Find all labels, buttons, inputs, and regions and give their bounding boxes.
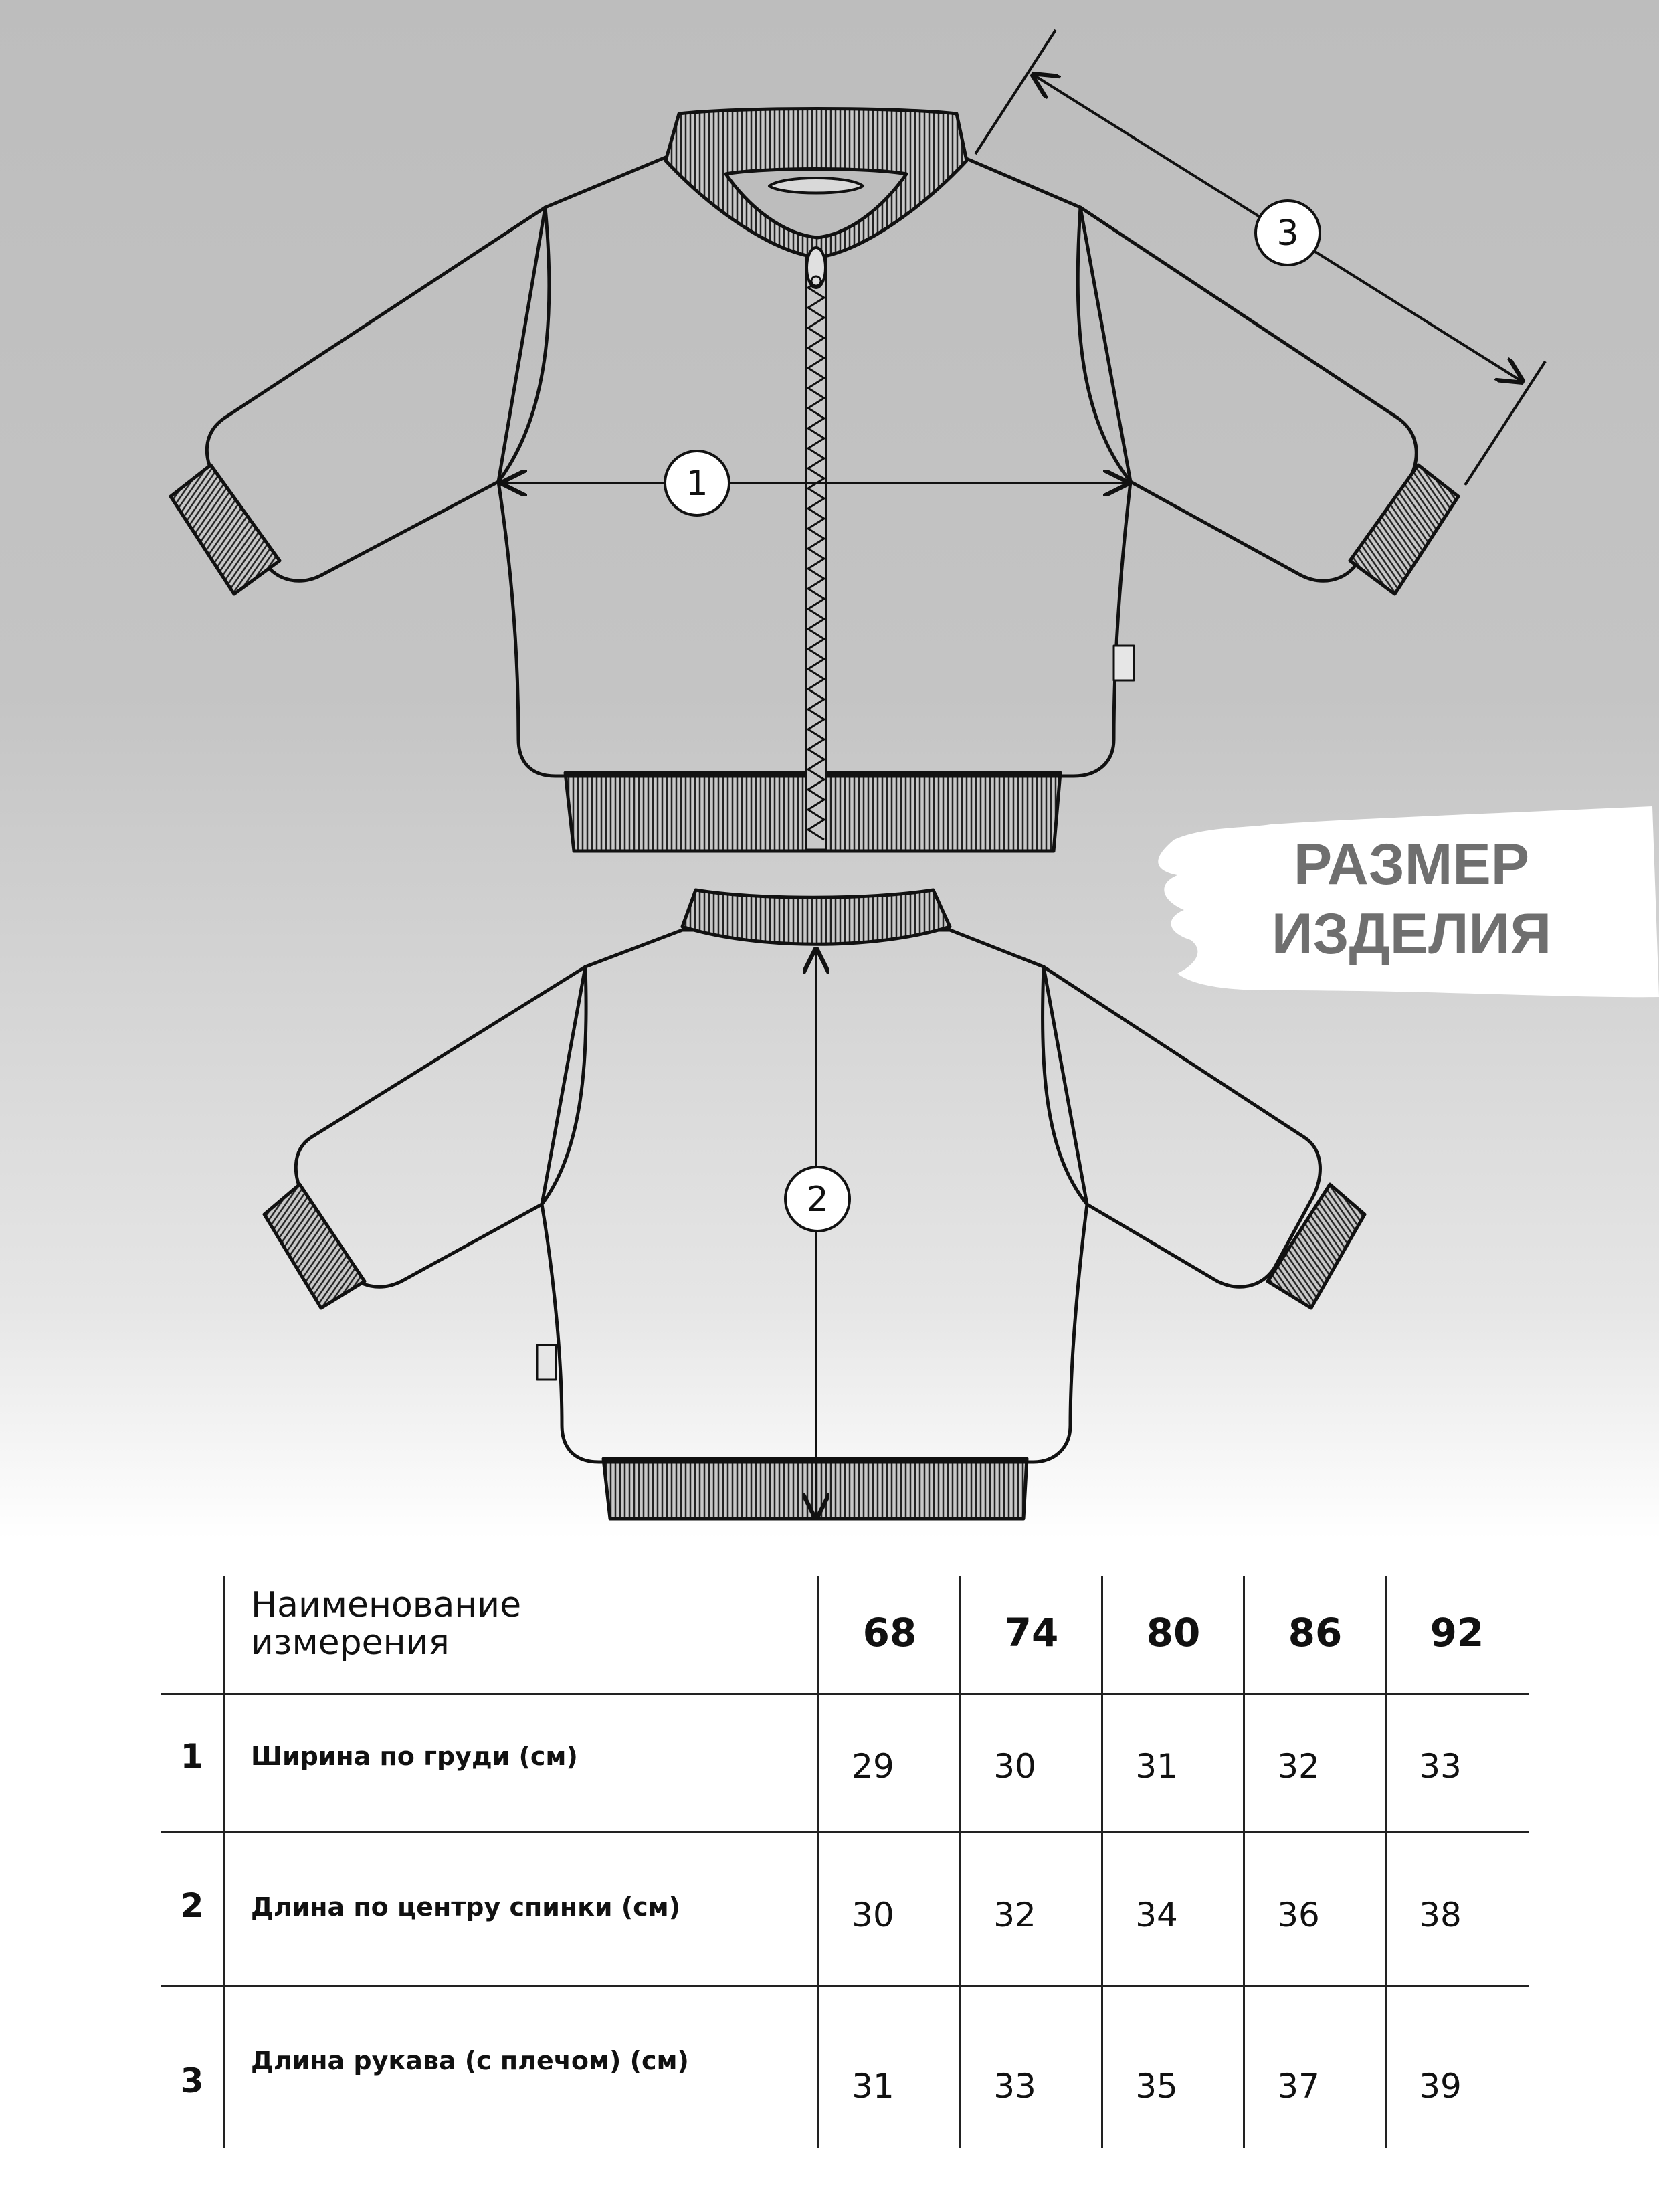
header-name-line1: Наименование xyxy=(251,1585,522,1625)
header-name-line2: измерения xyxy=(251,1623,450,1663)
back-collar-rib xyxy=(682,890,950,944)
header-size-68: 68 xyxy=(862,1610,917,1655)
row-3-value-92: 39 xyxy=(1419,2067,1462,2106)
row-1-number: 1 xyxy=(180,1737,204,1776)
measure-2-back-length xyxy=(785,950,850,1517)
back-left-cuff xyxy=(264,1184,365,1308)
size-badge-line2: ИЗДЕЛИЯ xyxy=(1271,902,1552,966)
row-1-value-68: 29 xyxy=(852,1747,894,1786)
header-size-86: 86 xyxy=(1288,1610,1343,1655)
row-2-value-74: 32 xyxy=(993,1896,1036,1934)
table-hline-2 xyxy=(161,1985,1529,1987)
measure-3-sleeve-length xyxy=(975,30,1545,485)
row-2-number: 2 xyxy=(180,1886,204,1925)
header-size-80: 80 xyxy=(1146,1610,1201,1655)
table-vline-0 xyxy=(223,1576,225,2148)
back-right-cuff xyxy=(1268,1184,1365,1308)
row-1-value-92: 33 xyxy=(1419,1747,1462,1786)
size-badge-title xyxy=(1244,830,1579,969)
back-side-label xyxy=(537,1345,556,1380)
row-3-value-74: 33 xyxy=(993,2067,1036,2106)
front-right-cuff xyxy=(1350,465,1458,594)
header-measurement-name xyxy=(251,1587,799,1661)
back-left-sleeve xyxy=(296,967,585,1287)
front-side-label xyxy=(1114,646,1134,680)
row-3-number: 3 xyxy=(180,2061,204,2100)
row-2-label: Длина по центру спинки (см) xyxy=(251,1892,681,1922)
row-3-label: Длина рукава (с плечом) (см) xyxy=(251,2046,689,2076)
callout-3-text: 3 xyxy=(1276,213,1299,254)
row-1-value-74: 30 xyxy=(993,1747,1036,1786)
front-neck-label xyxy=(769,178,863,193)
row-3-value-86: 37 xyxy=(1277,2067,1320,2106)
row-3-value-68: 31 xyxy=(852,2067,894,2106)
front-left-sleeve xyxy=(207,207,545,581)
zipper-pull xyxy=(807,248,825,288)
table-hline-1 xyxy=(161,1831,1529,1833)
header-size-92: 92 xyxy=(1430,1610,1484,1655)
callout-1-text: 1 xyxy=(686,464,708,504)
back-right-sleeve xyxy=(1044,967,1320,1287)
header-size-74: 74 xyxy=(1004,1610,1059,1655)
row-2-value-86: 36 xyxy=(1277,1896,1320,1934)
front-left-cuff xyxy=(171,465,280,594)
size-badge-line1: РАЗМЕР xyxy=(1293,832,1530,897)
row-1-label: Ширина по груди (см) xyxy=(251,1742,578,1771)
table-hline-0 xyxy=(161,1693,1529,1695)
row-1-value-86: 32 xyxy=(1277,1747,1320,1786)
row-3-value-80: 35 xyxy=(1135,2067,1178,2106)
callout-2-text: 2 xyxy=(806,1180,829,1220)
row-2-value-92: 38 xyxy=(1419,1896,1462,1934)
row-2-value-68: 30 xyxy=(852,1896,894,1934)
row-2-value-80: 34 xyxy=(1135,1896,1178,1934)
row-1-value-80: 31 xyxy=(1135,1747,1178,1786)
front-right-sleeve xyxy=(1080,207,1416,581)
